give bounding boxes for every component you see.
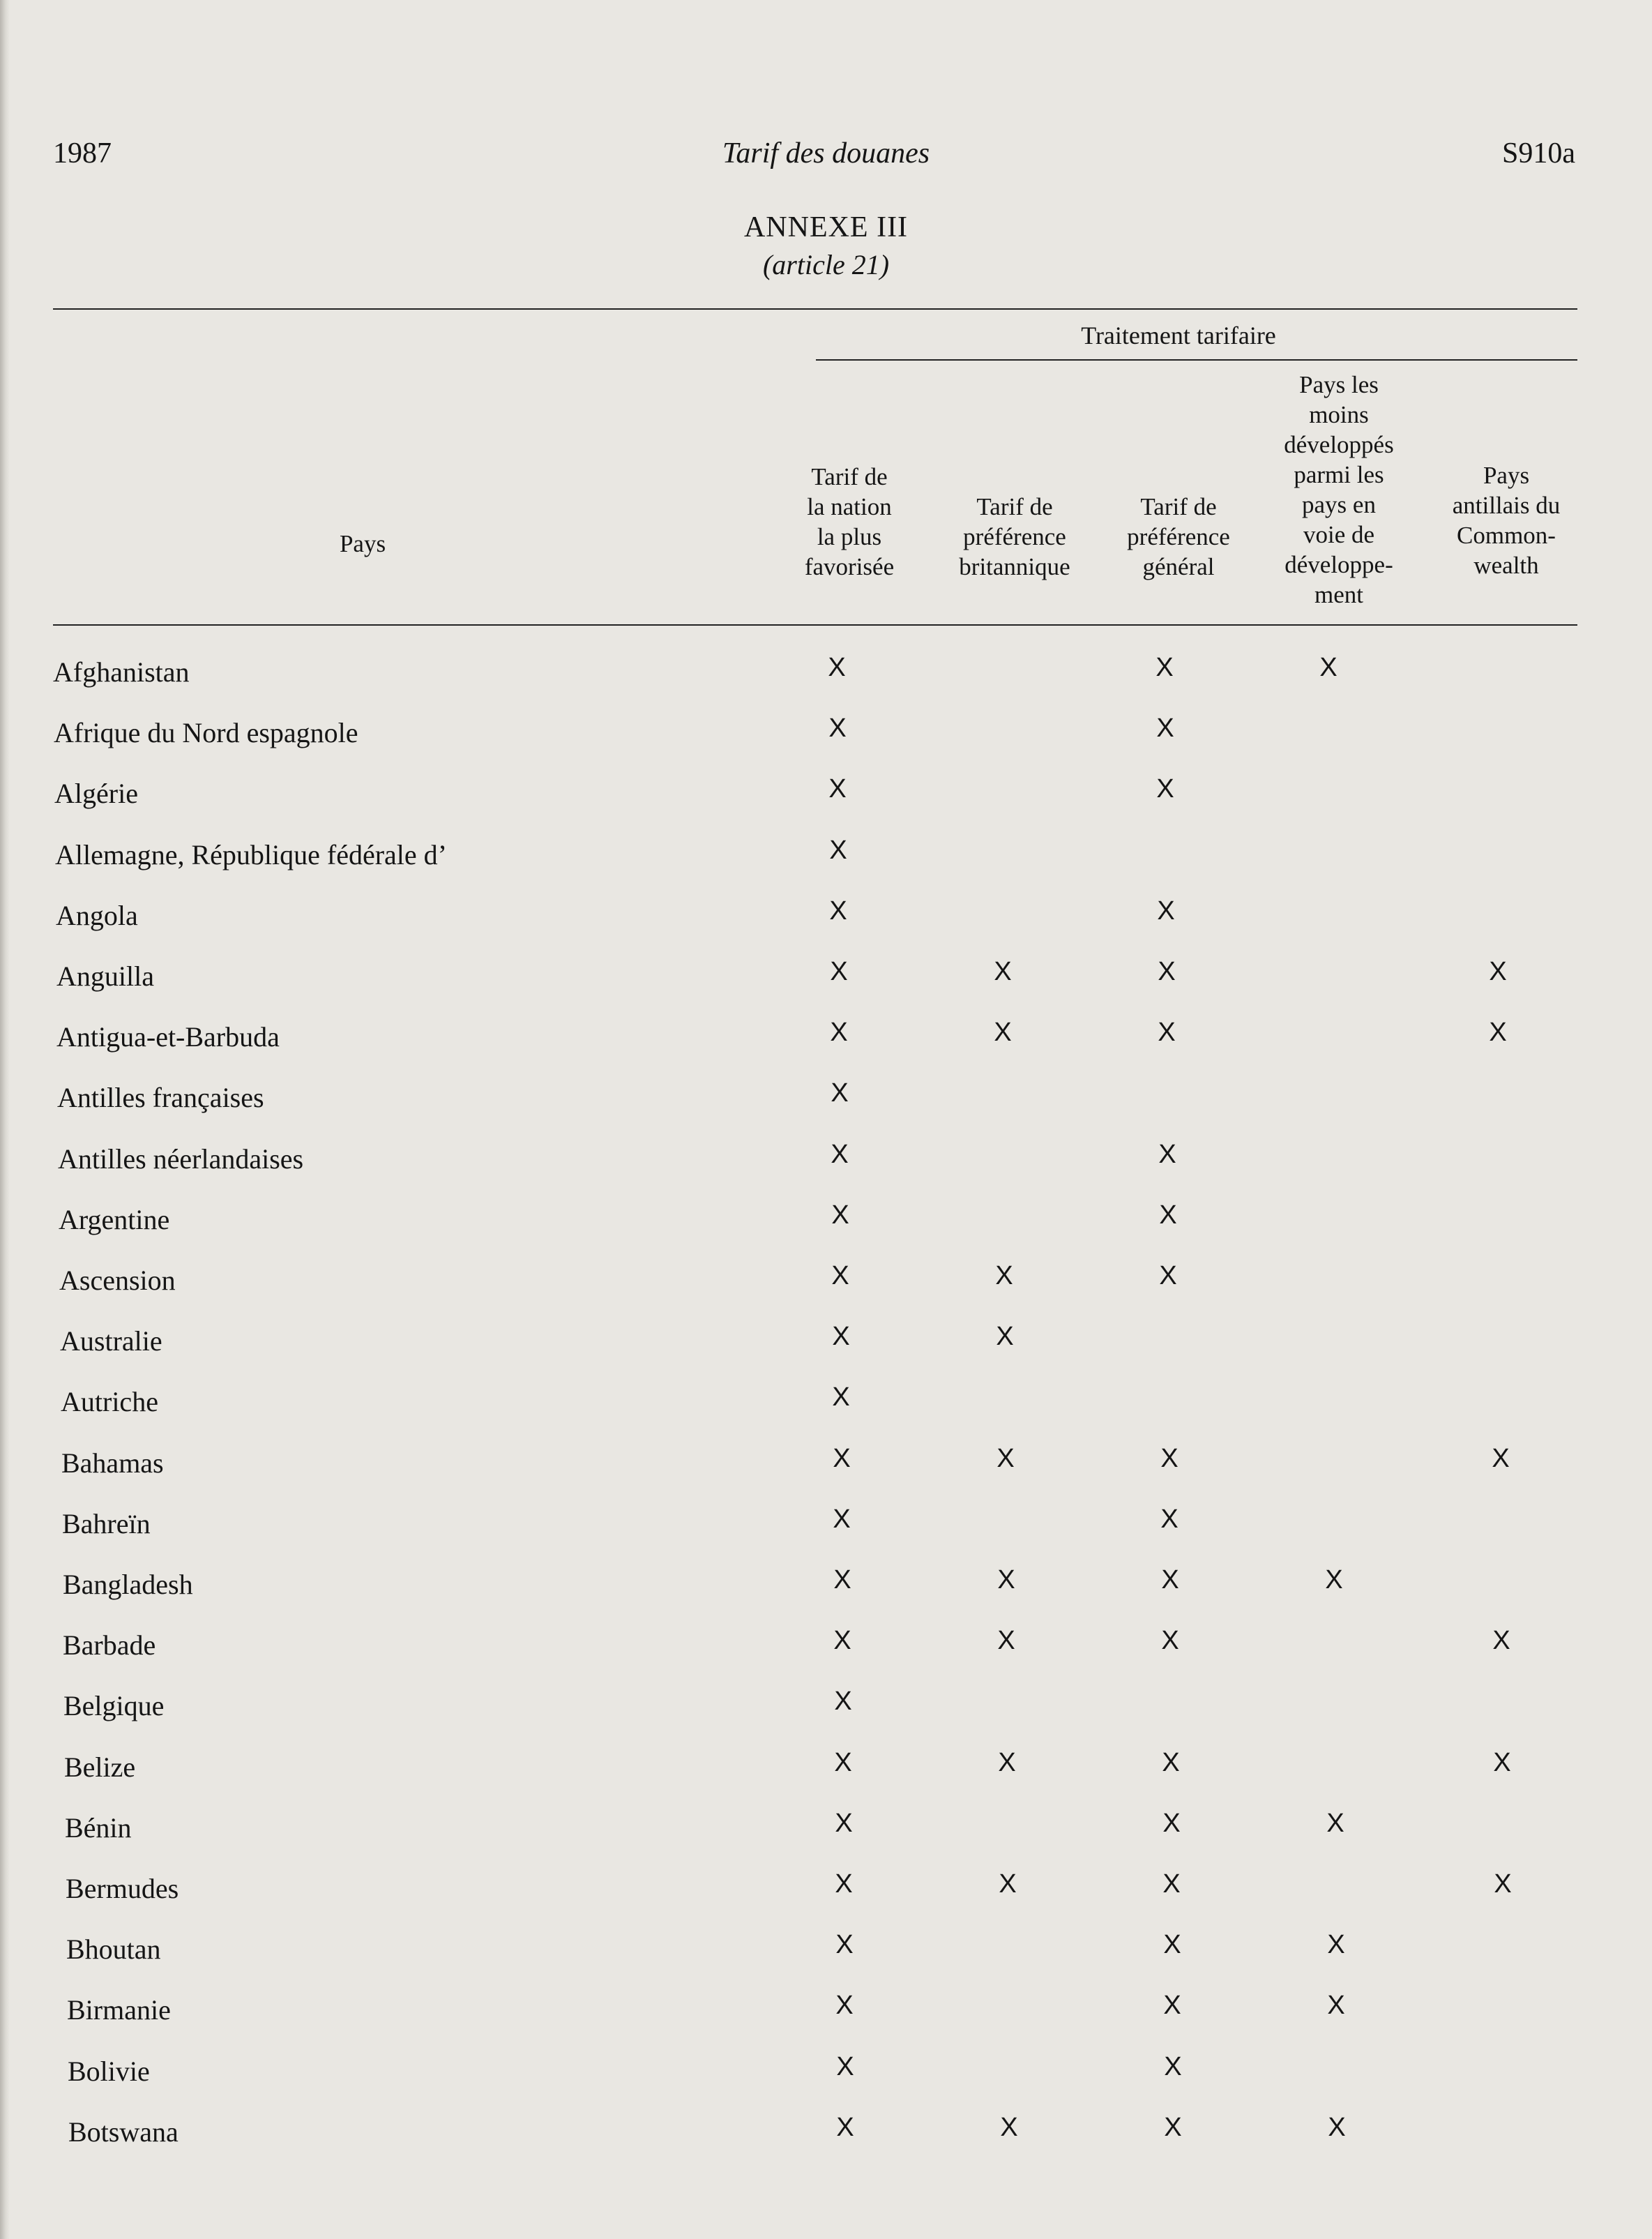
table-row xyxy=(0,1930,1652,1975)
group-header: Traitement tarifaire xyxy=(1081,322,1276,349)
mark-mfn: X xyxy=(828,714,847,744)
country-name: Antilles néerlandaises xyxy=(58,1143,304,1175)
country-name: Bahreïn xyxy=(62,1507,151,1539)
mark-general: X xyxy=(1160,1504,1179,1534)
column-header-british: Tarif de préférence britannique xyxy=(959,493,1070,580)
column-header-country: Pays xyxy=(339,530,386,557)
table-row xyxy=(0,1382,1652,1427)
country-name: Antigua-et-Barbuda xyxy=(56,1021,280,1053)
mark-mfn: X xyxy=(832,1382,850,1412)
mark-general: X xyxy=(1157,896,1175,926)
mark-general: X xyxy=(1163,1930,1181,1960)
mark-british: X xyxy=(996,1443,1015,1473)
mark-general: X xyxy=(1155,653,1174,682)
mark-caribbean: X xyxy=(1489,1018,1507,1048)
column-header-caribbean: Pays antillais du Common- wealth xyxy=(1452,462,1561,579)
mark-general: X xyxy=(1160,1443,1179,1473)
table-row xyxy=(0,1139,1652,1184)
table-row xyxy=(0,835,1652,880)
mark-mfn: X xyxy=(833,1504,851,1534)
mark-british: X xyxy=(994,957,1012,986)
mark-mfn: X xyxy=(835,1991,854,2021)
mark-mfn: X xyxy=(834,1687,852,1717)
mark-general: X xyxy=(1159,1200,1177,1230)
table-row xyxy=(0,1869,1652,1914)
mark-mfn: X xyxy=(833,1565,851,1595)
mark-british: X xyxy=(1000,2112,1018,2142)
mark-british: X xyxy=(996,1322,1014,1352)
page-year: 1987 xyxy=(53,137,112,169)
mark-mfn: X xyxy=(831,1139,849,1169)
mark-caribbean: X xyxy=(1492,1626,1510,1656)
mark-mfn: X xyxy=(828,774,847,804)
mark-mfn: X xyxy=(836,2112,854,2142)
mark-british: X xyxy=(997,1626,1015,1656)
table-row xyxy=(0,1993,1652,2035)
annex-title: ANNEXE III xyxy=(743,211,909,243)
table-row xyxy=(0,2112,1652,2157)
country-name: Belgique xyxy=(63,1690,165,1722)
mark-general: X xyxy=(1158,1139,1176,1169)
table-row xyxy=(0,2051,1652,2097)
mark-mfn: X xyxy=(831,1200,849,1230)
table-row xyxy=(0,1443,1652,1488)
country-name: Angola xyxy=(56,899,138,931)
mark-general: X xyxy=(1162,1747,1180,1777)
page-code: S910a xyxy=(1502,137,1575,169)
country-name: Birmanie xyxy=(67,1994,171,2026)
mark-general: X xyxy=(1156,714,1174,744)
mark-mfn: X xyxy=(831,1261,849,1290)
table-row xyxy=(0,1504,1652,1549)
mark-mfn: X xyxy=(836,2051,854,2081)
mark-british: X xyxy=(995,1261,1013,1290)
mark-ldc: X xyxy=(1327,1930,1345,1960)
mark-caribbean: X xyxy=(1489,957,1507,986)
mark-mfn: X xyxy=(830,1018,848,1048)
country-name: Afghanistan xyxy=(53,656,190,688)
column-header-general: Tarif de préférence général xyxy=(1127,493,1230,580)
mark-mfn: X xyxy=(835,1869,853,1899)
mark-general: X xyxy=(1161,1565,1179,1595)
country-name: Bhoutan xyxy=(66,1933,161,1966)
table-row xyxy=(0,1322,1652,1366)
country-name: Bahamas xyxy=(61,1447,164,1479)
table-row xyxy=(0,653,1652,698)
country-name: Australie xyxy=(60,1325,162,1357)
mark-general: X xyxy=(1164,2112,1182,2142)
mark-mfn: X xyxy=(832,1322,850,1352)
mark-caribbean: X xyxy=(1493,1747,1511,1777)
annex-article: (article 21) xyxy=(762,249,890,280)
mark-general: X xyxy=(1161,1626,1179,1656)
country-name: Allemagne, République fédérale d’ xyxy=(55,838,447,870)
mark-mfn: X xyxy=(831,1078,849,1108)
mark-british: X xyxy=(997,1565,1015,1595)
mark-general: X xyxy=(1158,957,1176,986)
table-row xyxy=(0,774,1652,819)
mark-general: X xyxy=(1156,774,1174,804)
mark-mfn: X xyxy=(834,1747,852,1777)
country-name: Bermudes xyxy=(66,1873,179,1904)
country-name: Antilles françaises xyxy=(57,1082,264,1114)
mark-mfn: X xyxy=(835,1808,853,1838)
country-name: Bénin xyxy=(65,1811,132,1844)
country-name: Autriche xyxy=(61,1386,158,1418)
mark-mfn: X xyxy=(830,957,848,986)
table-row xyxy=(0,1020,1652,1062)
country-name: Botswana xyxy=(68,2116,179,2148)
table-row xyxy=(0,1261,1652,1306)
mark-ldc: X xyxy=(1319,653,1337,682)
mark-general: X xyxy=(1162,1869,1181,1899)
mark-caribbean: X xyxy=(1494,1869,1512,1899)
mark-british: X xyxy=(994,1018,1012,1048)
mark-mfn: X xyxy=(828,653,846,682)
mark-general: X xyxy=(1158,1018,1176,1048)
country-name: Bolivie xyxy=(68,2055,150,2087)
table-row xyxy=(0,1565,1652,1610)
column-header-mfn: Tarif de la nation la plus favorisée xyxy=(804,463,895,580)
table-row xyxy=(0,1200,1652,1245)
table-row xyxy=(0,896,1652,941)
country-name: Barbade xyxy=(63,1629,156,1661)
table-row xyxy=(0,1747,1652,1793)
table-row xyxy=(0,716,1652,758)
mark-ldc: X xyxy=(1327,1991,1345,2021)
mark-general: X xyxy=(1159,1261,1177,1290)
mark-caribbean: X xyxy=(1492,1443,1510,1473)
running-title: Tarif des douanes xyxy=(722,137,930,169)
country-name: Ascension xyxy=(59,1265,176,1296)
country-name: Argentine xyxy=(59,1203,170,1235)
country-name: Anguilla xyxy=(56,960,154,992)
country-name: Bangladesh xyxy=(63,1569,193,1600)
mark-mfn: X xyxy=(829,835,847,865)
mark-ldc: X xyxy=(1325,1565,1343,1595)
mark-general: X xyxy=(1162,1808,1181,1838)
country-name: Afrique du Nord espagnole xyxy=(54,717,358,749)
mark-mfn: X xyxy=(833,1443,851,1473)
mark-mfn: X xyxy=(829,896,847,926)
mark-ldc: X xyxy=(1326,1808,1344,1838)
table-row xyxy=(0,1808,1652,1853)
mark-general: X xyxy=(1163,1991,1181,2021)
mark-british: X xyxy=(999,1869,1017,1899)
mark-general: X xyxy=(1164,2051,1182,2081)
country-name: Algérie xyxy=(54,778,138,810)
table-row xyxy=(0,1626,1652,1671)
country-name: Belize xyxy=(64,1751,136,1783)
mark-mfn: X xyxy=(835,1930,854,1960)
mark-british: X xyxy=(998,1747,1016,1777)
table-row xyxy=(0,1689,1652,1731)
table-row xyxy=(0,957,1652,1002)
column-header-ldc: Pays les moins développés parmi les pays en voie de développe- ment xyxy=(1284,371,1394,608)
mark-mfn: X xyxy=(833,1626,851,1656)
mark-ldc: X xyxy=(1328,2112,1346,2142)
table-row xyxy=(0,1078,1652,1123)
